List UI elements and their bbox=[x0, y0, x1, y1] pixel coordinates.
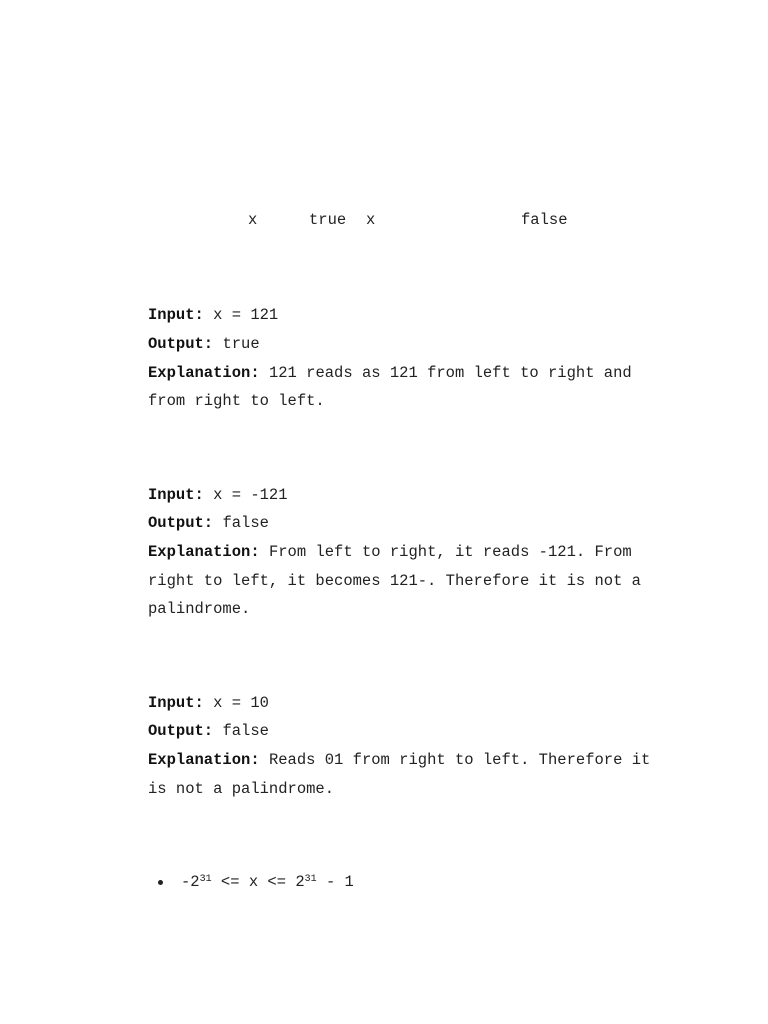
example-2-input-line bbox=[148, 485, 288, 505]
example-2-explanation-cont-2: palindrome. bbox=[148, 600, 251, 618]
output-label: Output: bbox=[148, 722, 214, 740]
example-3-input: x = 10 bbox=[213, 694, 269, 712]
example-3-output: false bbox=[222, 722, 269, 740]
example-2-output: false bbox=[222, 514, 269, 532]
output-label: Output: bbox=[148, 335, 214, 353]
example-2-explanation-line bbox=[148, 542, 632, 562]
output-label: Output: bbox=[148, 514, 214, 532]
example-1-output-line bbox=[148, 334, 260, 354]
intro-x-second: x bbox=[366, 211, 376, 229]
constraint-middle: <= x <= 2 bbox=[211, 873, 305, 891]
example-1-input: x = 121 bbox=[213, 306, 279, 324]
example-2-explanation: From left to right, it reads -121. From bbox=[268, 543, 632, 561]
input-label: Input: bbox=[148, 306, 204, 324]
intro-true: true bbox=[309, 211, 347, 229]
example-1-explanation-line bbox=[148, 363, 632, 383]
example-1-explanation: 121 reads as 121 from left to right and bbox=[268, 364, 632, 382]
constraint-upper-exponent: 31 bbox=[304, 874, 317, 885]
example-2-input: x = -121 bbox=[213, 486, 288, 504]
example-2-explanation-cont: right to left, it becomes 121-. Therefore it is not a bbox=[148, 572, 641, 590]
explanation-label: Explanation: bbox=[148, 751, 260, 769]
example-3-output-line bbox=[148, 721, 269, 741]
intro-x: x bbox=[248, 211, 258, 229]
example-1-output: true bbox=[222, 335, 260, 353]
explanation-label: Explanation: bbox=[148, 543, 260, 561]
bullet-icon bbox=[158, 880, 163, 885]
example-1-input-line bbox=[148, 305, 278, 325]
example-3-input-line bbox=[148, 693, 269, 713]
intro-false: false bbox=[521, 211, 568, 229]
constraint-lower-exponent: 31 bbox=[199, 874, 212, 885]
example-2-output-line bbox=[148, 513, 269, 533]
example-1-explanation-cont: from right to left. bbox=[148, 392, 325, 410]
constraint-tail: - 1 bbox=[316, 873, 354, 891]
constraint-item bbox=[181, 872, 354, 892]
input-label: Input: bbox=[148, 486, 204, 504]
explanation-label: Explanation: bbox=[148, 364, 260, 382]
example-3-explanation: Reads 01 from right to left. Therefore it bbox=[268, 751, 651, 769]
example-3-explanation-cont: is not a palindrome. bbox=[148, 780, 335, 798]
constraint-lower: -2 bbox=[181, 873, 200, 891]
input-label: Input: bbox=[148, 694, 204, 712]
example-3-explanation-line bbox=[148, 750, 650, 770]
